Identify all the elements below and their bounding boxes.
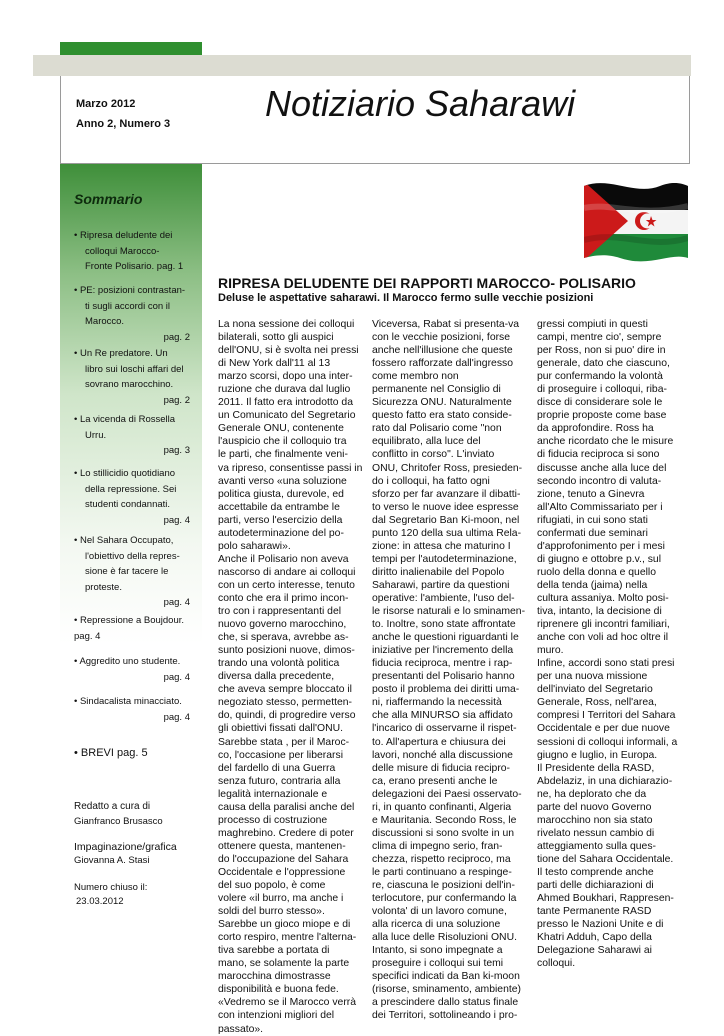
article-line: presentanti del Polisario hanno [372,671,515,683]
toc-item-line: sione è far tacere le [85,566,169,577]
article-line: del suo popolo, è come [218,880,326,892]
toc-item-line: • Ripresa deludente dei [74,230,173,241]
article-line: Il Presidente della RASD, [537,762,655,774]
article-line: trando una volontà politica [218,658,340,670]
article-line: permanente nel Consiglio di [372,384,501,396]
toc-item [74,533,196,611]
toc-item-line: • Lo stillicidio quotidiano [74,468,176,479]
article-line: proprie proposte come base [537,410,667,422]
article-line: specifici indicati da Ban ki-moon [372,971,520,983]
header-green-tab [60,42,202,55]
toc-item-page: pag. 4 [163,671,190,683]
article-line: volonta' di un lavoro comune, [372,906,507,918]
article-line: do l'occupazione del Sahara [218,853,349,865]
article-line: a prescindere dallo status finale [372,997,519,1009]
article-line: fossero rafforzate dall'ingresso [372,358,513,370]
article-line: corto respiro, mentre l'alterna- [218,932,357,944]
article-line: nascorso di andare ai colloqui [218,566,356,578]
article-line: polo saharawi». [218,540,291,552]
article-line: do i colloqui, ha fatto ogni [372,475,490,487]
toc-item-line: Fronte Polisario. pag. 1 [85,261,184,272]
article-line: tante Permanente RASD [537,906,652,918]
article-line: all'Alto Commissariato per i [537,501,663,513]
article-line: tiva sarebbe a portata di [218,945,330,957]
article-line: anche ricordato che le misure [537,436,674,448]
article-line: sunto posizioni nuove, dimos- [218,645,355,657]
article-line: fiducia reciproca, mentre i rap- [372,658,513,670]
toc-item-line: • Sindacalista minacciato. [74,696,182,707]
article-line: con intenzioni migliori del [218,1010,335,1022]
layout-label: Impaginazione/grafica [74,841,177,853]
article-line: Saharawi, partire da questioni [372,579,510,591]
toc-item-line: studenti condannati. [85,499,171,510]
article-subheadline: Deluse le aspettative saharawi. Il Marocco fermo sulle vecchie posizioni [218,292,594,304]
article-line: Sarebbe stata , per il Maroc- [218,736,350,748]
article-line: La nona sessione dei colloqui [218,319,355,330]
article-line: to. Inoltre, sono state affrontate [372,619,516,631]
article-line: rato dal Polisario come "non [372,423,502,435]
article-line: (risorse, sminamento, ambiente) [372,984,521,996]
article-line: compresi I Territori del Sahara [537,710,676,722]
article-line: generale, dato che ciascuno, [537,358,670,370]
article-line: questo fatto era stato conside- [372,410,512,422]
article-line: riprenere gli incontri familiari, [537,619,670,631]
article-line: equilibrato, alla luce del [372,436,481,448]
article-line: tro con i rappresentanti del [218,606,342,618]
article-line: chezza, rispetto reciproco, ma [372,853,511,865]
article-line: diritto inalienabile del Popolo [372,566,505,578]
article-line: ottenere questa, mantenen- [218,840,346,852]
article-line: gli obiettivi fissati dall'ONU. [218,723,343,735]
article-line: che, si sperava, avrebbe as- [218,632,349,644]
toc-item [74,346,196,408]
article-line: conto che era il primo incon- [218,592,349,604]
toc-item-page: pag. 4 [163,711,190,723]
article-line: ne, ha deplorato che da [537,788,647,800]
article-line: do, quindi, di progredire verso [218,710,356,722]
toc-item-line: • La vicenda di Rossella [74,414,176,425]
article-line: passato». [218,1023,264,1035]
article-line: autodeterminazione del po- [218,527,344,539]
article-line: accettabile da entrambe le [218,501,340,513]
article-line: operative: l'ambiente, l'uso del- [372,592,515,604]
article-line: re, ciascuna le posizioni dell'in- [372,880,515,892]
article-line: posto il problema dei diritti uma- [372,684,520,696]
article-line: di New York dall'11 al 13 [218,358,331,370]
article-line: alla ricerca di una soluzione [372,919,501,931]
article-line: to. All'apertura e chiusura dei [372,736,506,748]
article-line: rivelato nessun cambio di [537,827,655,839]
article-line: sforzo per far avanzare il dibatti- [372,488,521,500]
toc-item-line: • Un Re predatore. Un [74,348,168,359]
toc-item-line: Urru. [85,429,107,441]
article-line: volere «il burro, ma anche i [218,893,344,905]
toc-item-line: pag. 4 [74,630,101,642]
article-line: proseguire i colloqui sui temi [372,958,504,970]
toc-item-page: pag. 2 [163,331,190,343]
newsletter-title: Notiziario Saharawi [265,83,576,124]
article-line: anche con voli ad hoc oltre il [537,632,669,644]
article-column-2 [372,318,525,1023]
article-line: marocchino non sia stato [537,814,653,826]
article-line: Delegazione Saharawi ai [537,945,652,957]
article-line: le risorse naturali e lo sminamen- [372,606,526,618]
article-line: clima di impegno serio, fran- [372,840,503,852]
article-line: maghrebino. Credere di poter [218,827,354,839]
article-line: confermati due seminari [537,527,648,539]
article-line: gressi compiuti in questi [537,319,648,330]
issue-number: Anno 2, Numero 3 [76,118,171,130]
article-line: ri, in quanto confinanti, Algeria [372,801,512,813]
toc-item [74,283,196,345]
article-line: causa della paralisi anche del [218,801,355,813]
article-line: disponibilità e buona fede. [218,984,339,996]
toc-item [74,228,196,275]
article-line: dell'inviato del Segretario [537,684,653,696]
toc-item [74,694,196,725]
article-line: avanti verso «una soluzione [218,475,347,487]
article-line: per Ross, non si puo' dire in [537,345,666,357]
article-line: atteggiamento sulla ques- [537,840,656,852]
toc-item-line: • Nel Sahara Occupato, [74,535,174,546]
article-line: discusse anche alla luce del [537,462,667,474]
article-line: discussioni si sono svolte in un [372,827,515,839]
article-line: zione: in attesa che maturino I [372,540,511,552]
toc-item-line: libro sui loschi affari del [85,363,184,375]
header-band [33,55,691,76]
article-line: delle misure di fiducia recipro- [372,762,511,774]
article-line: Sicurezza ONU. Naturalmente [372,397,512,409]
closed-date: 23.03.2012 [76,896,124,907]
article-line: tiva, intanto, la decisione di [537,606,662,618]
article-line: tempi per l'autodeterminazione, [372,553,517,565]
article-line: ni, riaffermando la necessità [372,697,502,709]
article-line: parti delle dichiarazioni di [537,880,654,892]
article-line: zione, tenuto a Ginevra [537,488,645,500]
article-line: Viceversa, Rabat si presenta-va [372,319,520,330]
toc-item-line: l'obiettivo della repres- [85,550,180,562]
toc-item-line: • BREVI pag. 5 [74,747,148,759]
article-line: rifugiati, in cui sono stati [537,514,648,526]
edited-by-name: Gianfranco Brusasco [74,816,163,827]
article-column-3 [537,318,677,970]
edited-by-label: Redatto a cura di [74,801,151,812]
article-line: anche nell'illusione che queste [372,345,513,357]
article-line: co, l'occasione per liberarsi [218,749,343,761]
article-line: Il testo comprende anche [537,866,654,878]
toc-item [74,466,196,528]
article-line: come membro non [372,371,459,383]
article-headline: RIPRESA DELUDENTE DEI RAPPORTI MAROCCO- POLISARIO [218,275,636,291]
article-line: processo di costruzione [218,814,328,826]
article-line: l'auspicio che il colloquio tra [218,436,347,448]
article-line: cultura assaniya. Molto posi- [537,592,669,604]
article-line: Anche il Polisario non aveva [218,553,349,565]
article-line: pur confermando la volontà [537,371,663,383]
article-line: alla luce delle Risoluzioni ONU. [372,932,517,944]
article-line: con un certo interesse, tenuto [218,579,355,591]
article-line: politica giusta, durevole, ed [218,488,344,500]
article-line: ca, erano presenti anche le [372,775,498,787]
sidebar-title: Sommario [74,191,143,207]
toc-item [74,654,196,685]
article-line: parte del nuovo Governo [537,801,652,813]
article-line: mano, se solamente la parte [218,958,350,970]
article-line: Intanto, si sono impegnate a [372,945,503,957]
article-line: nuovo governo marocchino, [218,619,347,631]
layout-name: Giovanna A. Stasi [74,855,150,866]
article-line: to verso le nuove idee espresse [372,501,519,513]
article-line: d'approfonimento per i mesi [537,540,665,552]
article-line: di giugno e ottobre p.v., sul [537,553,661,565]
article-line: e Mauritania. Secondo Ross, le [372,814,517,826]
article-line: campi, mentre cio', sempre [537,332,662,344]
article-line: le parti continuano a respinge- [372,866,512,878]
article-line: conflitto in corso". L'inviato [372,449,495,461]
article-column-1 [218,318,362,1036]
article-line: da approfondire. Ross ha [537,423,654,435]
article-line: sessioni di colloqui informali, a [537,736,678,748]
article-line: «Vedremo se il Marocco verrà [218,997,357,1009]
article-line: muro. [537,645,564,657]
toc-item-line: della repressione. Sei [85,483,177,495]
toc-item [74,412,196,459]
article-line: lavori, nonché alla discussione [372,749,513,761]
toc-item-page: pag. 2 [163,394,190,406]
toc-item-line: sovrano marocchino. [85,379,174,390]
article-line: soldi del burro stesso». [218,906,325,918]
issue-date: Marzo 2012 [76,98,136,110]
article-line: legalità internazionale e [218,788,328,800]
article-line: con le vecchie posizioni, forse [372,332,511,344]
article-line: bilaterali, sotto gli auspici [218,332,334,344]
closed-label: Numero chiuso il: [74,882,148,893]
article-line: diversa dalla precedente, [218,671,335,683]
article-line: dei Territori, sottolineando i pro- [372,1010,518,1022]
article-line: 2011. Il fatto era introdotto da [218,397,353,409]
article-line: dal Segretario Ban Ki-moon, nel [372,514,520,526]
article-line: marocchina dimostrasse [218,971,331,983]
article-line: senza futuro, contraria alla [218,775,341,787]
article-line: tione del Sahara Occidentale. [537,853,674,865]
article-line: ruzione che durava dal luglio [218,384,351,396]
article-line: disce di considerare sole le [537,397,663,409]
article-line: Occidentale e per due nuove [537,723,670,735]
article-line: delegazioni dei Paesi osservato- [372,788,522,800]
article-line: della tenda (jaima) nella [537,579,648,591]
article-line: Abdelaziz, in una dichiarazio- [537,775,673,787]
article-line: giugno e luglio, in Europa. [537,749,658,761]
article-line: che aveva sempre bloccato il [218,684,352,696]
article-line: l'incarico di osservarne il rispet- [372,723,517,735]
article-line: Generale, Ross, nell'area, [537,697,657,709]
article-line: negoziato stesso, permetten- [218,697,352,709]
toc-item-page: pag. 4 [163,597,190,608]
article-line: le parti, che finalmente veni- [218,449,348,461]
article-line: iniziative per l'incremento della [372,645,514,657]
toc-item-line: ti sugli accordi con il [85,300,171,312]
toc-item-line: proteste. [85,581,122,593]
toc-item-page: pag. 3 [163,445,190,456]
article-line: Khatri Adduh, Capo della [537,932,652,944]
article-line: Sarebbe un gioco miope e di [218,919,351,931]
article-line: parti, verso l'esercizio della [218,514,343,526]
toc-item-line: • Aggredito uno studente. [74,656,181,667]
article-line: del fardello di una Guerra [218,762,336,774]
article-line: marzo scorsi, dopo una inter- [218,371,353,383]
article-line: ONU, Chritofer Ross, presieden- [372,462,523,474]
western-sahara-flag-image [580,178,692,264]
article-line: di proseguire i colloqui, riba- [537,384,667,396]
article-line: che alla MINURSO sia affidato [372,710,513,722]
article-line: un Comunicato del Segretario [218,410,356,422]
toc-item-line: colloqui Marocco- [85,245,160,257]
article-line: Infine, accordi sono stati presi [537,658,675,670]
article-line: di fiducia reciproca si sono [537,449,660,461]
toc-item-line: • Repressione a Boujdour. [74,615,185,626]
article-line: ruolo della donna e quello [537,566,657,578]
toc-item [74,613,196,644]
toc-item-page: pag. 4 [163,514,190,526]
toc-item-line: Marocco. [85,316,125,327]
article-line: per una nuova missione [537,671,648,683]
article-line: dell'ONU, si è svolta nei pressi [218,345,359,357]
article-line: colloqui. [537,958,576,970]
article-line: punto 120 della sua ultima Rela- [372,527,522,539]
toc-item [74,746,196,762]
article-line: Generale ONU, contenente [218,423,344,435]
article-line: secondo incontro di valuta- [537,475,662,487]
article-line: presso le Nazioni Unite e di [537,919,664,931]
article-line: terlocutore, pur confermando la [372,893,517,905]
article-line: va ripreso, consentisse passi in [218,462,363,474]
article-line: Ahmed Boukhari, Rappresen- [537,893,674,905]
toc-item-line: • PE: posizioni contrastan- [74,285,186,296]
article-line: anche le questioni riguardanti le [372,632,519,644]
article-line: Occidentale e l'oppressione [218,866,346,878]
